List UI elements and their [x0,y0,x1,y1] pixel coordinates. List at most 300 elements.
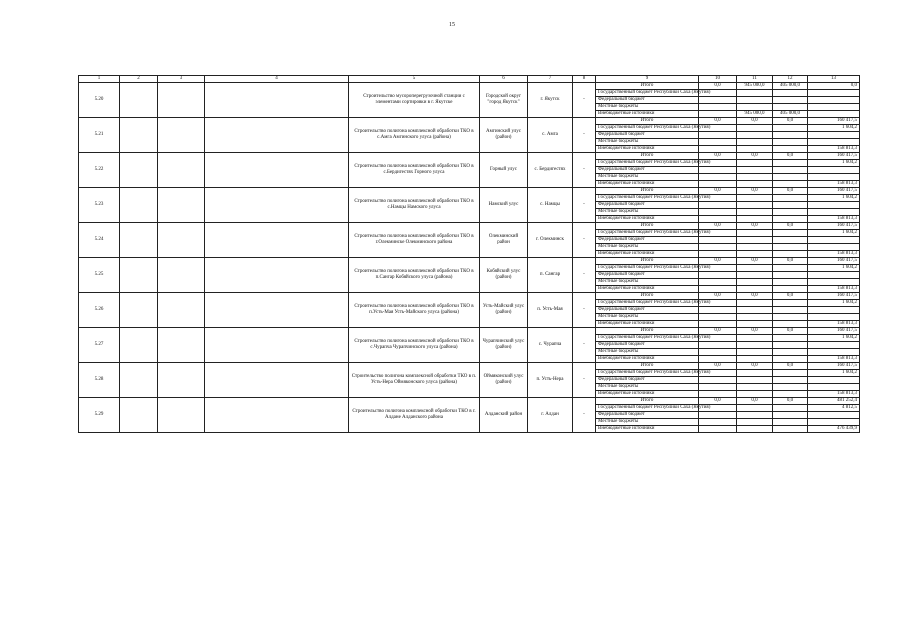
value-col12 [773,370,808,377]
table-row [79,258,860,265]
empty-cell [205,398,349,433]
value-col13 [808,384,860,391]
value-col10 [699,391,737,398]
empty-cell [158,188,205,223]
table-row [79,363,860,370]
value-col11: 0,0 [737,328,773,335]
value-col11 [737,349,773,356]
value-col12 [773,237,808,244]
empty-cell [158,83,205,118]
value-col13: 158 813,3 [808,286,860,293]
empty-cell [120,293,158,328]
value-col11 [737,132,773,139]
value-col12 [773,90,808,97]
value-col10: 0,0 [699,118,737,125]
value-col10: 0,0 [699,83,737,90]
value-col12 [773,349,808,356]
value-col12: 0,0 [773,153,808,160]
location: г. Алдан [528,398,573,433]
funding-source: Внебюджетные источники [596,426,699,433]
table-row [79,293,860,300]
funding-source: Местные бюджеты [596,384,699,391]
value-col12 [773,307,808,314]
value-col10 [699,174,737,181]
value-col11 [737,244,773,251]
value-col11 [737,90,773,97]
project-number: 5.20 [79,83,120,118]
value-col11: 945 000,0 [737,111,773,118]
value-col12 [773,202,808,209]
value-col11 [737,356,773,363]
empty-cell [120,363,158,398]
value-col10 [699,209,737,216]
value-col13: 160 417,5 [808,118,860,125]
value-col13 [808,202,860,209]
table-row [79,118,860,125]
value-col10 [699,412,737,419]
value-col13 [808,377,860,384]
funding-source: Местные бюджеты [596,419,699,426]
value-col13: 160 417,5 [808,188,860,195]
value-col13: 160 417,5 [808,258,860,265]
value-col12 [773,405,808,412]
value-col13 [808,139,860,146]
project-name: Строительство полигона комплексной обработки ТКО в п. Усть-Нера Оймяконского улуса (района) [349,363,480,398]
project-name: Строительство полигона комплексной обработки ТКО в г. Алдане Алданского района [349,398,480,433]
funding-source: Государственный бюджет Республики Саха (Якутия) [596,125,699,132]
value-col10: 0,0 [699,328,737,335]
table-row [79,153,860,160]
col8-value: - [573,118,596,153]
empty-cell [158,223,205,258]
district: Оймяконский улус (район) [480,363,528,398]
value-col10: 0,0 [699,293,737,300]
funding-source: Итого [596,188,699,195]
funding-source: Итого [596,363,699,370]
value-col11: 0,0 [737,118,773,125]
value-col10 [699,97,737,104]
value-col13 [808,412,860,419]
project-number: 5.28 [79,363,120,398]
value-col11 [737,181,773,188]
value-col10 [699,272,737,279]
value-col13: 4 812,5 [808,405,860,412]
funding-source: Итого [596,293,699,300]
column-header: 2 [120,76,158,83]
district: Чурапчинский улус (район) [480,328,528,363]
value-col10 [699,377,737,384]
value-col13: 160 417,5 [808,153,860,160]
value-col13: 1 604,2 [808,370,860,377]
value-col11 [737,342,773,349]
value-col12: 0,0 [773,258,808,265]
funding-source: Итого [596,83,699,90]
project-number: 5.21 [79,118,120,153]
project-number: 5.26 [79,293,120,328]
value-col12 [773,230,808,237]
project-name: Строительство полигона комплексной обработки ТКО в п.Усть-Мая Усть-Майского улуса (района) [349,293,480,328]
value-col13 [808,342,860,349]
project-name: Строительство полигона комплексной обработки ТКО в г.Олекминске Олекминского района [349,223,480,258]
project-number: 5.25 [79,258,120,293]
col8-value: - [573,293,596,328]
location: п. Усть-Нера [528,363,573,398]
value-col13: 481 252,4 [808,398,860,405]
value-col12 [773,216,808,223]
page-number: 15 [449,22,455,28]
funding-source: Итого [596,398,699,405]
funding-source: Местные бюджеты [596,104,699,111]
value-col12 [773,167,808,174]
value-col13: 158 813,3 [808,146,860,153]
district: Горный улус [480,153,528,188]
value-col10 [699,321,737,328]
value-col10: 0,0 [699,188,737,195]
value-col10 [699,146,737,153]
funding-source: Местные бюджеты [596,209,699,216]
funding-source: Государственный бюджет Республики Саха (Якутия) [596,370,699,377]
value-col10 [699,384,737,391]
value-col11 [737,265,773,272]
column-header: 1 [79,76,120,83]
value-col11 [737,300,773,307]
value-col12 [773,209,808,216]
funding-source: Государственный бюджет Республики Саха (Якутия) [596,195,699,202]
funding-source: Федеральный бюджет [596,377,699,384]
district: Амгинский улус (район) [480,118,528,153]
column-header: 7 [528,76,573,83]
value-col12: 0,0 [773,223,808,230]
col8-value: - [573,328,596,363]
funding-source: Государственный бюджет Республики Саха (Якутия) [596,230,699,237]
district: Намский улус [480,188,528,223]
value-col13 [808,237,860,244]
value-col11: 0,0 [737,293,773,300]
funding-source: Государственный бюджет Республики Саха (Якутия) [596,265,699,272]
value-col10 [699,139,737,146]
col8-value: - [573,188,596,223]
value-col10: 0,0 [699,223,737,230]
value-col12 [773,272,808,279]
empty-cell [158,258,205,293]
value-col13: 1 604,2 [808,195,860,202]
funding-source: Государственный бюджет Республики Саха (Якутия) [596,335,699,342]
funding-source: Государственный бюджет Республики Саха (Якутия) [596,160,699,167]
value-col11 [737,146,773,153]
project-number: 5.29 [79,398,120,433]
value-col10 [699,349,737,356]
value-col10: 0,0 [699,398,737,405]
funding-source: Местные бюджеты [596,139,699,146]
value-col11 [737,104,773,111]
value-col11 [737,97,773,104]
empty-cell [205,363,349,398]
value-col12 [773,195,808,202]
table-row [79,398,860,405]
value-col12 [773,342,808,349]
empty-cell [158,153,205,188]
empty-cell [205,223,349,258]
column-header: 11 [737,76,773,83]
empty-cell [205,153,349,188]
value-col11 [737,286,773,293]
project-name: Строительство полигона комплексной обработки ТКО в с.Чурапча Чурапчинского улуса (района) [349,328,480,363]
value-col13: 1 604,2 [808,335,860,342]
value-col12: 0,0 [773,363,808,370]
project-name: Строительство полигона комплексной обработки ТКО в п.Сангар Кобяйского улуса (района) [349,258,480,293]
district: Городской округ "город Якутск" [480,83,528,118]
value-col11: 0,0 [737,363,773,370]
value-col10 [699,307,737,314]
value-col11: 0,0 [737,398,773,405]
value-col10: 0,0 [699,363,737,370]
value-col12: 0,0 [773,188,808,195]
value-col10 [699,181,737,188]
funding-source: Внебюджетные источники [596,321,699,328]
value-col13 [808,244,860,251]
district: Алданский район [480,398,528,433]
value-col13 [808,279,860,286]
funding-source: Внебюджетные источники [596,181,699,188]
value-col12 [773,300,808,307]
location: с. Бердигестях [528,153,573,188]
value-col10 [699,167,737,174]
value-col13: 158 813,3 [808,181,860,188]
value-col11 [737,167,773,174]
column-header: 3 [158,76,205,83]
funding-source: Внебюджетные источники [596,146,699,153]
location: с. Чурапча [528,328,573,363]
value-col11 [737,216,773,223]
value-col12 [773,419,808,426]
value-col12 [773,314,808,321]
funding-source: Федеральный бюджет [596,272,699,279]
value-col13: 158 813,3 [808,391,860,398]
value-col12: 0,0 [773,118,808,125]
value-col13: 1 604,2 [808,300,860,307]
value-col12 [773,160,808,167]
value-col12 [773,286,808,293]
value-col10: 0,0 [699,258,737,265]
value-col11 [737,209,773,216]
funding-source: Итого [596,118,699,125]
funding-source: Федеральный бюджет [596,237,699,244]
district: Усть-Майский улус (район) [480,293,528,328]
value-col11 [737,251,773,258]
empty-cell [120,328,158,363]
empty-cell [120,153,158,188]
value-col11 [737,279,773,286]
value-col13 [808,111,860,118]
value-col10 [699,251,737,258]
funding-source: Внебюджетные источники [596,391,699,398]
funding-source: Федеральный бюджет [596,97,699,104]
project-name: Строительство мусороперегрузочной станции с элементами сортировки в г. Якутске [349,83,480,118]
column-header: 8 [573,76,596,83]
value-col12 [773,356,808,363]
empty-cell [205,328,349,363]
value-col10 [699,237,737,244]
value-col12: 0,0 [773,328,808,335]
location: г. Олекминск [528,223,573,258]
value-col13 [808,90,860,97]
value-col10 [699,419,737,426]
value-col12 [773,265,808,272]
value-col12 [773,279,808,286]
column-header: 9 [596,76,699,83]
value-col13 [808,314,860,321]
value-col11 [737,195,773,202]
empty-cell [120,398,158,433]
value-col13: 160 417,5 [808,328,860,335]
value-col13 [808,167,860,174]
funding-source: Местные бюджеты [596,174,699,181]
empty-cell [158,328,205,363]
value-col13 [808,349,860,356]
table-row [79,328,860,335]
col8-value: - [573,223,596,258]
value-col13: 1 604,2 [808,160,860,167]
funding-source: Федеральный бюджет [596,202,699,209]
empty-cell [120,258,158,293]
empty-cell [205,293,349,328]
funding-source: Местные бюджеты [596,244,699,251]
table-row [79,83,860,90]
value-col12 [773,181,808,188]
col8-value: - [573,258,596,293]
value-col12 [773,104,808,111]
funding-source: Внебюджетные источники [596,251,699,258]
value-col13: 160 417,5 [808,363,860,370]
value-col13 [808,97,860,104]
table-row [79,188,860,195]
project-name: Строительство полигона комплексной обработки ТКО в с.Намцы Намского улуса [349,188,480,223]
value-col10 [699,202,737,209]
value-col11 [737,174,773,181]
value-col11 [737,335,773,342]
district: Кобяйский улус (район) [480,258,528,293]
value-col13: 1 604,2 [808,265,860,272]
value-col11 [737,139,773,146]
value-col11 [737,384,773,391]
empty-cell [120,223,158,258]
value-col12 [773,384,808,391]
value-col12 [773,244,808,251]
value-col12 [773,125,808,132]
project-number: 5.23 [79,188,120,223]
value-col11 [737,202,773,209]
value-col12 [773,132,808,139]
header-row [79,76,860,83]
value-col11 [737,237,773,244]
empty-cell [158,363,205,398]
project-number: 5.22 [79,153,120,188]
value-col13 [808,174,860,181]
funding-source: Внебюджетные источники [596,356,699,363]
project-number: 5.27 [79,328,120,363]
value-col10 [699,314,737,321]
value-col13: 476 439,9 [808,426,860,433]
value-col12 [773,412,808,419]
funding-source: Федеральный бюджет [596,412,699,419]
empty-cell [120,188,158,223]
value-col12 [773,97,808,104]
value-col13: 160 417,5 [808,223,860,230]
funding-source: Федеральный бюджет [596,132,699,139]
empty-cell [158,118,205,153]
funding-source: Итого [596,258,699,265]
value-col12 [773,335,808,342]
value-col10 [699,104,737,111]
value-col11: 0,0 [737,153,773,160]
funding-source: Внебюджетные источники [596,216,699,223]
value-col13: 158 813,3 [808,321,860,328]
value-col11 [737,160,773,167]
value-col11: 0,0 [737,223,773,230]
value-col11 [737,321,773,328]
empty-cell [120,118,158,153]
value-col10 [699,356,737,363]
value-col11 [737,405,773,412]
value-col11 [737,314,773,321]
location: п. Сангар [528,258,573,293]
funding-source: Государственный бюджет Республики Саха (Якутия) [596,300,699,307]
value-col11 [737,377,773,384]
value-col13 [808,272,860,279]
program-table [78,75,860,433]
table-body [79,76,860,433]
column-header: 13 [808,76,860,83]
value-col10 [699,111,737,118]
district: Олекминский район [480,223,528,258]
value-col12 [773,146,808,153]
funding-source: Итого [596,153,699,160]
location: п. Усть-Мая [528,293,573,328]
column-header: 10 [699,76,737,83]
value-col10 [699,244,737,251]
location: с. Амга [528,118,573,153]
value-col12 [773,391,808,398]
empty-cell [120,83,158,118]
table-row [79,223,860,230]
funding-source: Федеральный бюджет [596,167,699,174]
funding-source: Федеральный бюджет [596,307,699,314]
value-col13: 158 813,3 [808,251,860,258]
value-col10 [699,132,737,139]
funding-source: Федеральный бюджет [596,342,699,349]
value-col10 [699,279,737,286]
value-col12: 0,0 [773,293,808,300]
value-col12 [773,426,808,433]
funding-source: Местные бюджеты [596,279,699,286]
location: с. Намцы [528,188,573,223]
value-col12 [773,251,808,258]
value-col12 [773,377,808,384]
column-header: 5 [349,76,480,83]
empty-cell [205,118,349,153]
value-col13: 160 417,5 [808,293,860,300]
value-col13 [808,132,860,139]
value-col11: 945 000,0 [737,83,773,90]
value-col10: 0,0 [699,153,737,160]
funding-source: Итого [596,328,699,335]
location: г. Якутск [528,83,573,118]
funding-source: Внебюджетные источники [596,286,699,293]
value-col13 [808,209,860,216]
value-col10 [699,286,737,293]
col8-value: - [573,363,596,398]
value-col12: 405 000,0 [773,83,808,90]
